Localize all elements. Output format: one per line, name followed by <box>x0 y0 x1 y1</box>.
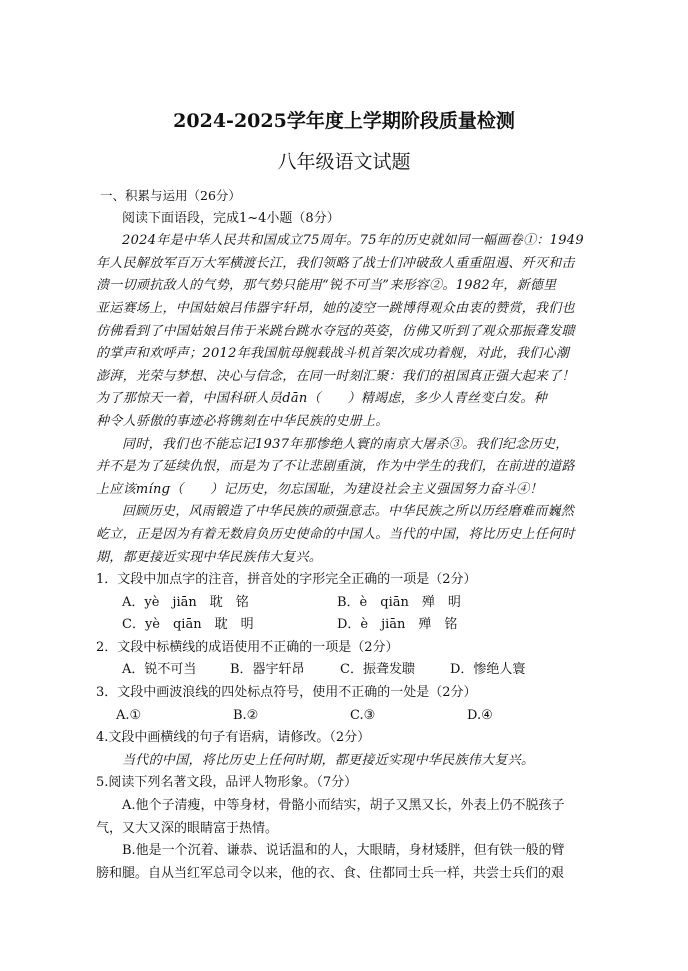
passage-line: 为了那惊天一着，中国科研人员dān（ ）精竭虑，多少人青丝变白发。种 <box>96 391 547 407</box>
passage-line: 溃一切顽抗敌人的气势，那气势只能用“锐不可当”来形容②。1982年，新德里 <box>96 278 557 294</box>
q1-options-row <box>96 614 602 637</box>
q2-option-c: C．振聋发聩 <box>340 662 415 678</box>
q5-excerpt-a: A.他个子清瘦，中等身材，骨骼小而结实，胡子又黑又长，外表上仍不脱孩子 <box>122 798 565 814</box>
passage-line: 回顾历史，风雨锻造了中华民族的顽强意志。中华民族之所以历经磨难而巍然 <box>122 504 575 520</box>
q2-option-a: A．锐不可当 <box>122 662 197 678</box>
passage-line: 期，都更接近实现中华民族伟大复兴。 <box>96 549 323 565</box>
q2-option-d: D．惨绝人寰 <box>450 662 526 678</box>
passage-line: 仿佛看到了中国姑娘吕伟于米跳台跳水夺冠的英姿，仿佛又听到了观众那振聋发聩 <box>96 323 575 339</box>
q1-option-c: C．yè qiān 耽 明 <box>122 617 254 633</box>
q2-option-b: B．器宇轩昂 <box>230 662 305 678</box>
q3-options-row <box>96 705 602 728</box>
q5-excerpt-a: 气，又大又深的眼睛富于热情。 <box>96 820 279 836</box>
question-3: 3．文段中画波浪线的四处标点符号，使用不正确的一处是（2分） <box>96 685 477 701</box>
q1-option-a: A．yè jiān 耽 铭 <box>122 594 249 610</box>
passage-line: 的掌声和欢呼声；2012年我国航母舰载战斗机首架次成功着舰，对此，我们心潮 <box>96 346 570 362</box>
q5-excerpt-b: 膀和腿。自从当红军总司令以来，他的衣、食、住都同士兵一样，共尝士兵们的艰 <box>96 865 565 881</box>
q3-option-b: B.② <box>233 707 259 723</box>
q1-option-d: D．è jiān 殚 铭 <box>337 617 458 633</box>
passage-line: 亚运赛场上，中国姑娘吕伟器宇轩昂，她的凌空一跳博得观众由衷的赞赏，我们也 <box>96 300 575 316</box>
section-heading: 一、积累与运用（26分） <box>100 188 241 203</box>
passage-line: 种令人骄傲的事迹必将镌刻在中华民族的史册上。 <box>96 413 389 429</box>
q3-option-c: C.③ <box>350 707 376 723</box>
question-5: 5.阅读下列名著文段，品评人物形象。（7分） <box>96 775 358 791</box>
q3-option-d: D.④ <box>467 707 493 723</box>
passage-line: 同时，我们也不能忘记1937年那惨绝人寰的南京大屠杀③。我们纪念历史， <box>122 436 569 452</box>
passage-line: 并不是为了延续仇恨，而是为了不让悲剧重演，作为中学生的我们，在前进的道路 <box>96 459 575 475</box>
passage-line: 上应该mínɡ（ ）记历史，勿忘国耻，为建设社会主义强国努力奋斗④！ <box>96 481 543 497</box>
passage-line: 屹立，正是因为有着无数肩负历史使命的中国人。当代的中国，将比历史上任何时 <box>96 526 575 542</box>
q5-excerpt-b: B.他是一个沉着、谦恭、说话温和的人，大眼睛，身材矮胖，但有铁一般的臂 <box>122 843 565 859</box>
passage-line: 澎湃，光荣与梦想、决心与信念，在同一时刻汇聚：我们的祖国真正强大起来了！ <box>96 368 575 384</box>
q4-sentence: 当代的中国，将比历史上任何时期，都更接近实现中华民族伟大复兴。 <box>122 752 535 768</box>
exam-body <box>96 185 602 885</box>
q3-option-a: A.① <box>116 707 142 723</box>
passage-line: 2024年是中华人民共和国成立75周年。75年的历史就如同一幅画卷①：1949 <box>122 233 584 249</box>
reading-intro: 阅读下面语段，完成1~4小题（8分） <box>122 210 340 226</box>
question-2: 2．文段中标横线的成语使用不正确的一项是（2分） <box>96 639 399 655</box>
question-1: 1．文段中加点字的注音，拼音处的字形完全正确的一项是（2分） <box>96 572 477 588</box>
q2-options-row <box>96 659 602 682</box>
q1-options-row <box>96 592 602 615</box>
passage-line: 年人民解放军百万大军横渡长江，我们领略了战士们冲破敌人重重阻遏、歼灭和击 <box>96 255 575 271</box>
passage <box>96 230 602 569</box>
page-title: 2024-2025学年度上学期阶段质量检测 <box>173 110 515 132</box>
page-subtitle: 八年级语文试题 <box>277 151 411 173</box>
question-4: 4.文段中画横线的句子有语病，请修改。（2分） <box>96 730 371 746</box>
q1-option-b: B．è qiān 殚 明 <box>337 594 461 610</box>
